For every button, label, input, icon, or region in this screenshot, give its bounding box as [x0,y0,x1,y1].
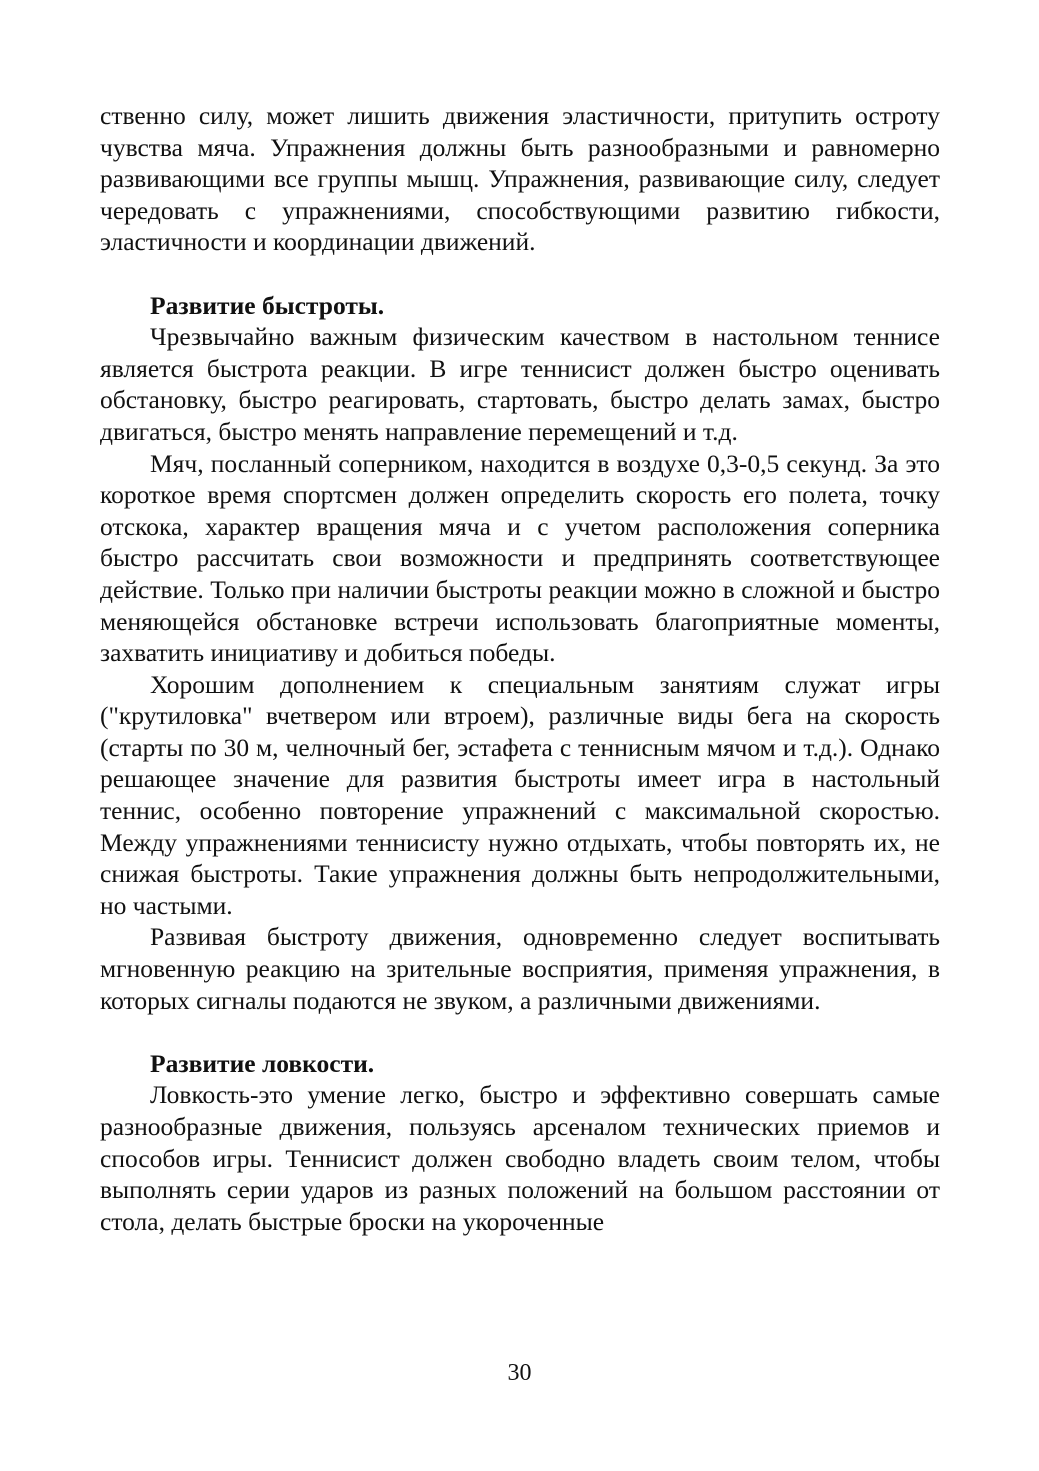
heading-speed: Развитие быстроты. [150,290,385,320]
paragraph-agility-1: Ловкость-это умение легко, быстро и эффективно совершать самые разнообразные движения, пользуясь арсеналом технических приемов и способов игры. Теннисист должен свободно владеть своим телом, чтобы выполнять серии ударов из разных положений на большом расстоянии от стола, делать быстрые броски на укороченные [100,1080,940,1236]
paragraph-speed-3: Хорошим дополнением к специальным занятиям служат игры ("крутиловка" вчетвером или втроем), различные виды бега на скорость (старты по 30 м, челночный бег, эстафета с теннисным мячом и т.д.). Однако решающее значение для развития быстроты имеет игра в настольный теннис, особенно повторение упражнений с максимальной скоростью. Между упражнениями теннисисту нужно отдыхать, чтобы повторять их, не снижая быстроты. Такие упражнения должны быть непродолжительными, но частыми. [100,669,940,920]
paragraph-speed-2: Мяч, посланный соперником, находится в воздухе 0,3-0,5 секунд. За это короткое время спортсмен должен определить скорость его полета, точку отскока, характер вращения мяча и с учетом расположения соперника быстро рассчитать свои возможности и предпринять соответствующее действие. Только при наличии быстроты реакции можно в сложной и быстро меняющейся обстановке встречи использовать благоприятные моменты, захватить инициативу и добиться победы. [100,448,940,668]
paragraph-speed-1: Чрезвычайно важным физическим качеством в настольном теннисе является быстрота реакции. В игре теннисист должен быстро оценивать обстановку, быстро реагировать, стартовать, быстро делать замах, быстро двигаться, быстро менять направление перемещений и т.д. [100,322,940,446]
page-number: 30 [507,1360,532,1386]
paragraph-speed-4: Развивая быстроту движения, одновременно следует воспитывать мгновенную реакцию на зрительные восприятия, применяя упражнения, в которых сигналы подаются не звуком, а различными движениями. [100,922,940,1015]
paragraph-intro: ственно силу, может лишить движения эластичности, притупить остроту чувства мяча. Упражнения должны быть разнообразными и равномерно развивающими все группы мышц. Упражнения, развивающие силу, следует чередовать с упражнениями, способствующими развитию гибкости, эластичности и координации движений. [100,101,940,257]
heading-agility: Развитие ловкости. [150,1048,375,1078]
page-text [100,100,940,1237]
